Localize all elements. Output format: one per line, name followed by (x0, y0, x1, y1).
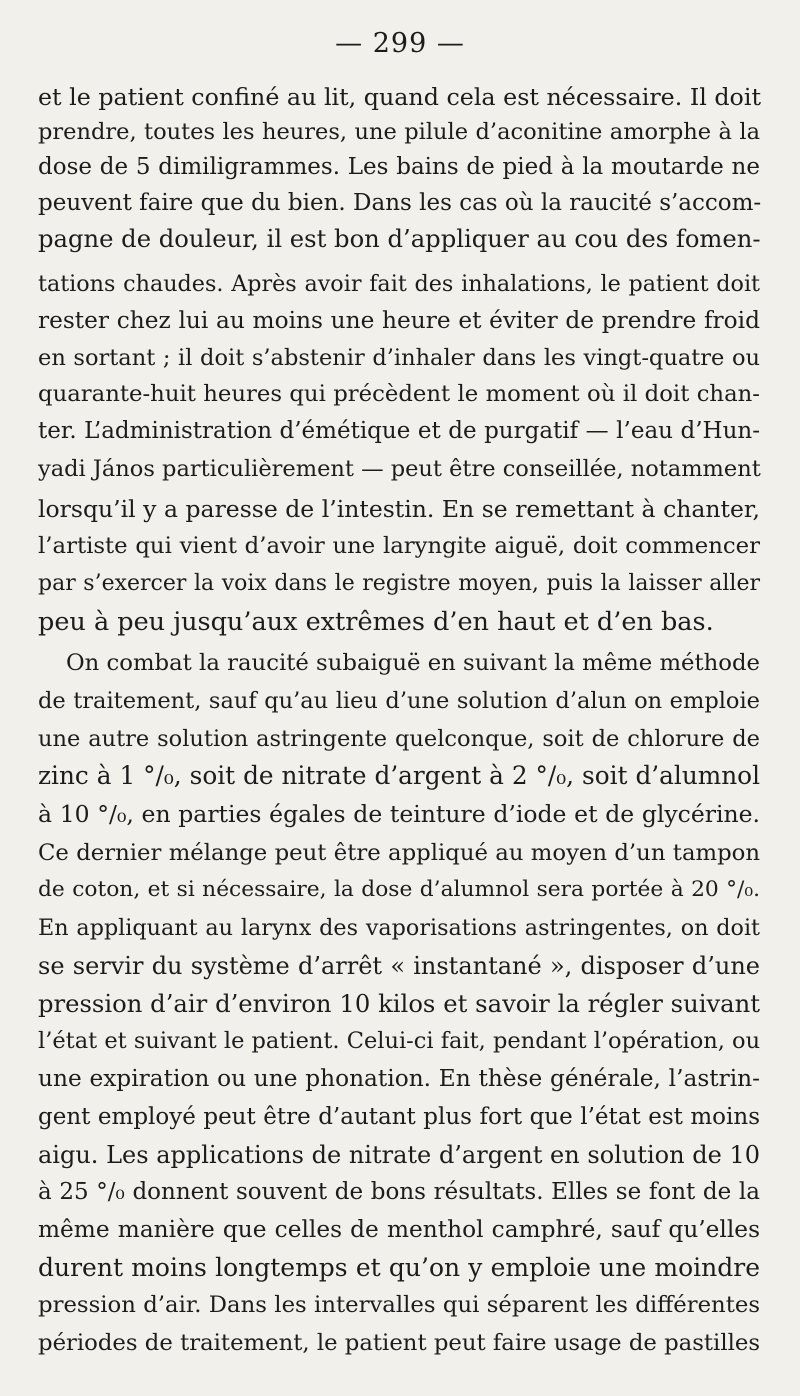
text-line: gent employé peut être d’autant plus fort que l’état est moins (38, 1104, 760, 1130)
text-line: se servir du système d’arrêt « instantané », disposer d’une (38, 952, 760, 980)
text-line: pression d’air. Dans les intervalles qui séparent les différentes (38, 1292, 760, 1318)
text-line: périodes de traitement, le patient peut faire usage de pastilles (38, 1330, 761, 1356)
text-line: dose de 5 dimiligrammes. Les bains de pied à la moutarde ne (38, 154, 760, 180)
text-line: l’artiste qui vient d’avoir une laryngite aiguë, doit commencer (38, 533, 760, 559)
text-line: Ce dernier mélange peut être appliqué au moyen d’un tampon (38, 840, 760, 866)
text-line: tations chaudes. Après avoir fait des inhalations, le patient doit (38, 271, 760, 297)
text-line: peuvent faire que du bien. Dans les cas où la raucité s’accom- (38, 190, 762, 216)
text-line: même manière que celles de menthol camphré, sauf qu’elles (38, 1216, 760, 1243)
text-line: En appliquant au larynx des vaporisations astringentes, on doit (38, 915, 760, 941)
text-line: à 25 °/₀ donnent souvent de bons résultats. Elles se font de la (38, 1179, 760, 1205)
text-line: durent moins longtemps et qu’on y emploie une moindre (38, 1253, 760, 1282)
text-line: de traitement, sauf qu’au lieu d’une solution d’alun on emploie (38, 688, 760, 714)
text-line: rester chez lui au moins une heure et éviter de prendre froid (38, 307, 760, 334)
text-line: une expiration ou une phonation. En thèse générale, l’astrin- (38, 1065, 760, 1092)
text-line: ter. L’administration d’émétique et de purgatif — l’eau d’Hun- (38, 418, 760, 444)
text-line: prendre, toutes les heures, une pilule d’aconitine amorphe à la (38, 119, 760, 145)
text-line: pression d’air d’environ 10 kilos et savoir la régler suivant (38, 989, 760, 1018)
text-line: l’état et suivant le patient. Celui-ci fait, pendant l’opération, ou (38, 1028, 761, 1054)
text-line: On combat la raucité subaiguë en suivant la même méthode (66, 650, 761, 676)
text-line: en sortant ; il doit s’abstenir d’inhaler dans les vingt-quatre ou (38, 345, 760, 371)
text-line: quarante-huit heures qui précèdent le moment où il doit chan- (38, 381, 760, 407)
text-line: aigu. Les applications de nitrate d’argent en solution de 10 (38, 1141, 760, 1169)
text-line: par s’exercer la voix dans le registre moyen, puis la laisser aller (38, 571, 760, 596)
text-line: à 10 °/₀, en parties égales de teinture d’iode et de glycérine. (38, 800, 760, 828)
text-line: et le patient confiné au lit, quand cela est nécessaire. Il doit (38, 83, 761, 111)
page-number: — 299 — (335, 28, 465, 59)
text-line: yadi János particulièrement — peut être conseillée, notamment (38, 456, 761, 482)
text-line: zinc à 1 °/₀, soit de nitrate d’argent à 2 °/₀, soit d’alumnol (38, 761, 760, 790)
text-line: de coton, et si nécessaire, la dose d’alumnol sera portée à 20 °/₀. (38, 877, 760, 902)
text-line: pagne de douleur, il est bon d’appliquer au cou des fomen- (38, 224, 761, 253)
text-line: lorsqu’il y a paresse de l’intestin. En se remettant à chanter, (38, 495, 760, 523)
text-line: une autre solution astringente quelconque, soit de chlorure de (38, 726, 760, 752)
text-line: peu à peu jusqu’aux extrêmes d’en haut et d’en bas. (38, 607, 714, 637)
